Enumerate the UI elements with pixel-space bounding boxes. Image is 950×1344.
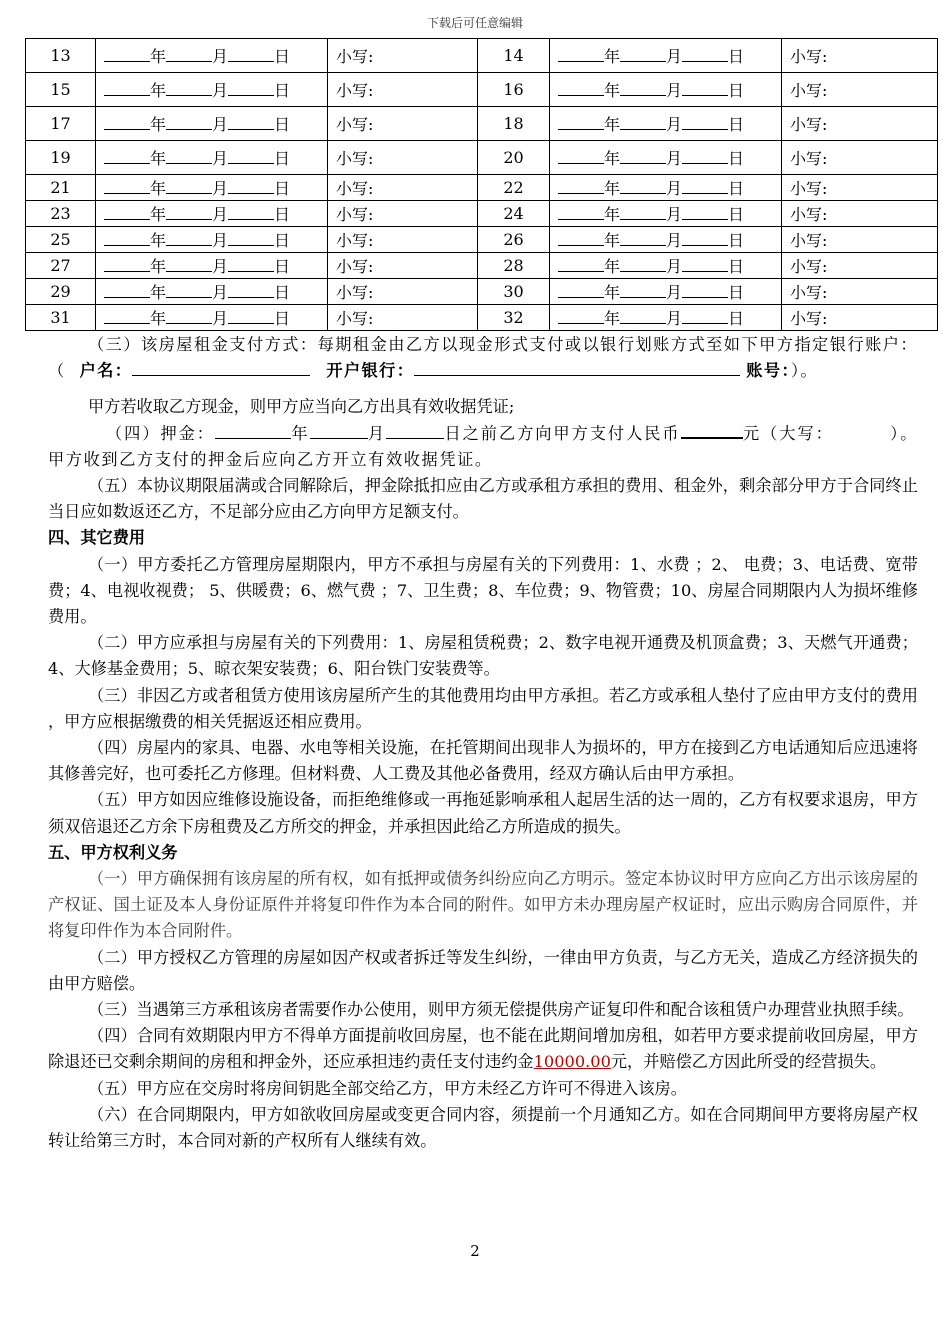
year-blank [104,128,150,130]
table-row [26,39,938,73]
payment-date-cell [96,201,328,227]
year-label: 年 [150,179,167,198]
year-blank [104,60,150,62]
payment-date-cell [550,175,782,201]
deposit-year: 年 [290,423,310,443]
year-blank [104,244,150,246]
day-blank [682,192,728,194]
table-row [26,73,938,107]
day-blank [682,218,728,220]
year-label: 年 [150,257,167,276]
year-blank [104,322,150,324]
payment-date-cell [550,39,782,73]
payment-date-cell [550,141,782,175]
penalty-text: （四）合同有效期限内甲方不得单方面提前收回房屋，也不能在此期间增加房租，如若甲方要求提前收回房屋，甲方除退还已交剩余期间的房租和押金外，还应承担违约责任支付违约金 [48,1026,918,1072]
month-label: 月 [666,231,683,250]
year-label: 年 [604,205,621,224]
day-label: 日 [728,115,745,134]
period-number: 15 [26,73,96,107]
section5-p4 [48,1023,918,1075]
section4-p3: （三）非因乙方或者租赁方使用该房屋所产生的其他费用均由甲方承担。若乙方或承租人垫付了应由甲方支付的费用 ，甲方应根据缴费的相关凭据返还相应费用。 [48,685,918,731]
deposit-capital-label: 元（大写： [742,423,834,443]
period-number: 16 [478,73,550,107]
year-blank [558,270,604,272]
amount-lowercase-cell: 小写: [328,279,478,305]
deposit-text-end: ）。甲方收到乙方支付的押金后应向乙方开立有效收据凭证。 [48,423,918,469]
day-blank [682,322,728,324]
day-blank [682,244,728,246]
month-label: 月 [666,47,683,66]
amount-lowercase-cell: 小写: [782,175,938,201]
day-label: 日 [274,283,291,302]
day-label: 日 [728,179,745,198]
amount-lowercase-cell: 小写: [328,253,478,279]
page-number: 2 [470,1242,480,1260]
section5-p3: （三）当遇第三方承租该房者需要作办公使用，则甲方须无偿提供房产证复印件和配合该租赁户办理营业执照手续。 [88,1000,914,1020]
payment-method-end: ）。 [790,361,819,381]
payment-date-cell [550,305,782,331]
month-label: 月 [212,205,229,224]
day-label: 日 [728,283,745,302]
payment-date-cell [550,107,782,141]
payment-date-cell [550,253,782,279]
deposit-amount-blank [681,436,743,439]
day-blank [228,60,274,62]
penalty-text-end: 元，并赔偿乙方因此所受的经营损失。 [610,1052,887,1072]
period-number: 25 [26,227,96,253]
day-label: 日 [728,257,745,276]
day-blank [228,128,274,130]
day-blank [228,244,274,246]
day-blank [682,162,728,164]
day-label: 日 [274,81,291,100]
section4-p2: （二）甲方应承担与房屋有关的下列费用：1、房屋租赁税费；2、数字电视开通费及机顶盒费；3、天燃气开通费；4、大修基金费用；5、晾衣架安装费；6、阳台铁门安装费等。 [48,633,918,679]
day-blank [682,270,728,272]
month-blank [620,270,666,272]
day-label: 日 [274,47,291,66]
month-label: 月 [666,283,683,302]
section4-p4: （四）房屋内的家具、电器、水电等相关设施，在托管期间出现非人为损坏的，甲方在接到乙方电话通知后应迅速将其修善完好，也可委托乙方修理。但材料费、人工费及其他必备费用，经双方确认后由甲方承担。 [48,738,918,784]
table-row [26,305,938,331]
amount-lowercase-cell: 小写: [328,39,478,73]
year-label: 年 [150,149,167,168]
month-label: 月 [212,231,229,250]
day-blank [682,128,728,130]
month-label: 月 [212,309,229,328]
day-blank [682,94,728,96]
section4-p5: （五）甲方如因应维修设施设备，而拒绝维修或一再拖延影响承租人起居生活的达一周的，乙方有权要求退房，甲方须双倍退还乙方余下房租费及乙方所交的押金，并承担因此给乙方所造成的损失。 [48,790,918,836]
month-label: 月 [666,115,683,134]
period-number: 21 [26,175,96,201]
month-blank [620,162,666,164]
month-blank [166,94,212,96]
year-blank [104,192,150,194]
year-label: 年 [604,257,621,276]
month-blank [166,218,212,220]
amount-lowercase-cell: 小写: [782,107,938,141]
month-label: 月 [666,205,683,224]
amount-lowercase-cell: 小写: [328,107,478,141]
deposit-paragraph [48,421,918,473]
cash-receipt-paragraph: 甲方若收取乙方现金，则甲方应当向乙方出具有效收据凭证; [88,397,515,417]
year-label: 年 [604,47,621,66]
month-blank [620,322,666,324]
amount-lowercase-cell: 小写: [782,305,938,331]
payment-method-text: （三）该房屋租金支付方式：每期租金由乙方以现金形式支付或以银行划账方式至如下甲方指定银行账户：（ [48,335,918,381]
month-label: 月 [666,257,683,276]
year-label: 年 [150,115,167,134]
section3-payment-method [48,332,918,384]
deposit-year-blank [215,437,291,439]
year-blank [104,296,150,298]
day-blank [228,94,274,96]
amount-lowercase-cell: 小写: [782,253,938,279]
period-number: 19 [26,141,96,175]
payment-date-cell [96,305,328,331]
month-label: 月 [212,149,229,168]
year-label: 年 [604,179,621,198]
amount-lowercase-cell: 小写: [328,175,478,201]
deposit-day-blank [386,437,444,439]
month-label: 月 [212,81,229,100]
period-number: 28 [478,253,550,279]
payment-date-cell [550,279,782,305]
amount-lowercase-cell: 小写: [782,227,938,253]
month-blank [166,128,212,130]
month-blank [620,218,666,220]
table-row [26,279,938,305]
year-blank [104,218,150,220]
month-label: 月 [666,309,683,328]
month-blank [166,244,212,246]
amount-lowercase-cell: 小写: [782,201,938,227]
period-number: 20 [478,141,550,175]
period-number: 18 [478,107,550,141]
period-number: 17 [26,107,96,141]
month-label: 月 [666,179,683,198]
amount-lowercase-cell: 小写: [328,227,478,253]
deposit-return-paragraph: （五）本协议期限届满或合同解除后，押金除抵扣应由乙方或承租方承担的费用、租金外，剩余部分甲方于合同终止当日应如数返还乙方，不足部分应由乙方向甲方足额支付。 [48,476,918,522]
month-label: 月 [212,257,229,276]
month-blank [166,322,212,324]
amount-lowercase-cell: 小写: [782,279,938,305]
amount-lowercase-cell: 小写: [328,73,478,107]
year-blank [558,244,604,246]
payment-date-cell [96,227,328,253]
day-label: 日 [274,257,291,276]
amount-lowercase-cell: 小写: [328,141,478,175]
day-blank [682,296,728,298]
table-row [26,253,938,279]
year-label: 年 [604,115,621,134]
day-label: 日 [274,309,291,328]
year-label: 年 [604,149,621,168]
deposit-month-blank [310,437,368,439]
month-blank [620,296,666,298]
section4-p1: （一）甲方委托乙方管理房屋期限内，甲方不承担与房屋有关的下列费用：1、水费 ；2、 电费；3、电话费、宽带费；4、电视收视费； 5、供暖费；6、燃气费 ；7、卫生费；8、车位费；9、物管费；10、房屋合同期限内人为损坏维修费用。 [48,554,918,627]
account-name-label: 户名： [79,361,133,381]
year-label: 年 [150,309,167,328]
period-number: 22 [478,175,550,201]
year-label: 年 [150,205,167,224]
table-row [26,141,938,175]
payment-date-cell [550,201,782,227]
year-label: 年 [604,231,621,250]
payment-date-cell [96,279,328,305]
day-label: 日 [274,149,291,168]
table-row [26,227,938,253]
year-label: 年 [150,47,167,66]
amount-lowercase-cell: 小写: [782,141,938,175]
day-label: 日 [274,205,291,224]
month-label: 月 [666,81,683,100]
payment-date-cell [550,73,782,107]
year-blank [558,162,604,164]
year-label: 年 [150,81,167,100]
month-blank [620,244,666,246]
account-number-label: 账号： [746,361,791,381]
day-label: 日 [728,205,745,224]
month-label: 月 [212,115,229,134]
contract-body [48,332,918,1154]
period-number: 29 [26,279,96,305]
year-blank [558,128,604,130]
day-label: 日 [274,179,291,198]
bank-blank [414,374,740,376]
period-number: 14 [478,39,550,73]
year-blank [558,322,604,324]
amount-lowercase-cell: 小写: [782,39,938,73]
month-blank [620,128,666,130]
year-label: 年 [604,81,621,100]
deposit-label: （四）押金： [106,423,215,443]
year-blank [104,162,150,164]
day-label: 日 [728,231,745,250]
amount-lowercase-cell: 小写: [328,305,478,331]
amount-lowercase-cell: 小写: [782,73,938,107]
table-row [26,175,938,201]
header-note: 下载后可任意编辑 [426,16,523,30]
period-number: 31 [26,305,96,331]
section5-p5: （五）甲方应在交房时将房间钥匙全部交给乙方，甲方未经乙方许可不得进入该房。 [88,1078,687,1098]
month-blank [620,94,666,96]
section4-heading: 四、其它费用 [48,528,146,548]
year-blank [558,218,604,220]
day-label: 日 [274,231,291,250]
section5-p2: （二）甲方授权乙方管理的房屋如因产权或者拆迁等发生纠纷，一律由甲方负责，与乙方无关，造成乙方经济损失的由甲方赔偿。 [48,947,918,993]
year-blank [558,60,604,62]
period-number: 26 [478,227,550,253]
period-number: 27 [26,253,96,279]
day-blank [228,192,274,194]
year-blank [558,296,604,298]
section5-p1: （一）甲方确保拥有该房屋的所有权，如有抵押或债务纠纷应向乙方明示。签定本协议时甲方应向乙方出示该房屋的产权证、国土证及本人身份证原件并将复印件作为本合同的附件。如甲方未办理房屋产权证时，应出示购房合同原件，并将复印件作为本合同附件。 [48,869,918,941]
period-number: 13 [26,39,96,73]
year-label: 年 [604,283,621,302]
month-label: 月 [666,149,683,168]
day-label: 日 [728,81,745,100]
payment-date-cell [96,39,328,73]
payment-date-cell [96,73,328,107]
day-label: 日 [728,47,745,66]
period-number: 24 [478,201,550,227]
month-blank [166,192,212,194]
payment-schedule-table [25,38,938,331]
table-row [26,107,938,141]
month-label: 月 [212,179,229,198]
payment-date-cell [96,141,328,175]
bank-label: 开户银行： [326,361,415,381]
payment-date-cell [96,253,328,279]
month-label: 月 [212,47,229,66]
amount-lowercase-cell: 小写: [328,201,478,227]
month-blank [166,296,212,298]
table-row [26,201,938,227]
deposit-text: 日之前乙方向甲方支付人民币 [444,423,681,443]
payment-date-cell [96,107,328,141]
month-blank [620,60,666,62]
month-blank [166,162,212,164]
day-blank [228,322,274,324]
year-blank [104,94,150,96]
month-label: 月 [212,283,229,302]
day-label: 日 [274,115,291,134]
day-blank [228,218,274,220]
period-number: 32 [478,305,550,331]
year-blank [104,270,150,272]
section5-heading: 五、甲方权利义务 [48,842,178,862]
month-blank [166,60,212,62]
payment-date-cell [550,227,782,253]
period-number: 23 [26,201,96,227]
day-blank [228,296,274,298]
day-label: 日 [728,149,745,168]
payment-date-cell [96,175,328,201]
day-blank [228,162,274,164]
day-blank [682,60,728,62]
year-label: 年 [150,231,167,250]
day-label: 日 [728,309,745,328]
section5-p6: （六）在合同期限内，甲方如欲收回房屋或变更合同内容，须提前一个月通知乙方。如在合同期间甲方要将房屋产权转让给第三方时，本合同对新的产权所有人继续有效。 [48,1104,918,1151]
deposit-month: 月 [367,423,387,443]
penalty-amount: 10000.00 [533,1052,611,1072]
account-name-blank [132,374,310,376]
year-blank [558,192,604,194]
month-blank [620,192,666,194]
day-blank [228,270,274,272]
period-number: 30 [478,279,550,305]
year-label: 年 [604,309,621,328]
month-blank [166,270,212,272]
year-label: 年 [150,283,167,302]
year-blank [558,94,604,96]
